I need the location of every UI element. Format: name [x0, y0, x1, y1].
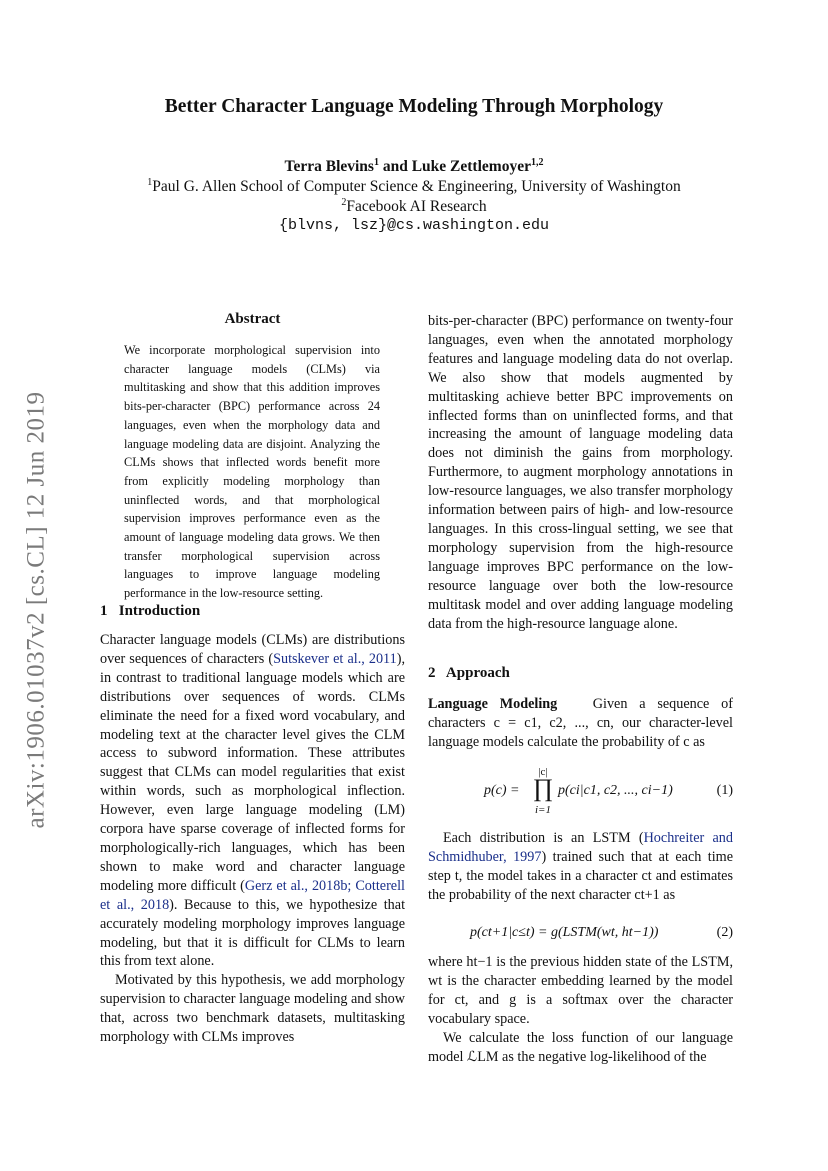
intro-paragraph-2: Motivated by this hypothesis, we add morphology supervision to character language modeling and show that, across two benchmark datasets, multitasking morphology with CLMs improves — [100, 972, 405, 1046]
paper-title: Better Character Language Modeling Through Morphology — [164, 96, 664, 117]
eq1-lhs: p(c) = — [484, 783, 520, 798]
author-and: and — [378, 158, 412, 175]
affiliation-2-text: Facebook AI Research — [346, 198, 487, 215]
affiliation-1 — [100, 178, 728, 196]
intro-p1-text-c: ). Because to this, we hypothesize that accurately modeling morphology improves language modeling, but that it is difficult for CLMs to learn this from text alone. — [100, 896, 406, 970]
affiliation-2-mark: 2 — [341, 196, 347, 208]
eq1-product-symbol: ∏ — [532, 775, 554, 802]
eq2-number: (2) — [716, 925, 733, 940]
author-2: Luke Zettlemoyer — [411, 158, 531, 175]
intro-p1-text-a: Character language models (CLMs) are distributions over sequences of characters ( — [100, 632, 405, 667]
author-line — [100, 158, 728, 176]
citation-hochreiter[interactable]: Hochreiter and Schmidhuber, 1997 — [428, 830, 733, 865]
eq1-prod-lower: i=1 — [535, 804, 551, 816]
citation-gerz-cotterell[interactable]: Gerz et al., 2018b; Cotterell et al., 2018 — [100, 877, 405, 913]
lm-paragraph-text: Given a sequence of characters c = c1, c2, ..., cn, our character-level language models calculate the probability of c as — [428, 696, 733, 750]
author-email: {blvns, lsz}@cs.washington.edu — [278, 217, 550, 234]
where-block — [428, 953, 733, 1066]
citation-sutskever[interactable]: Sutskever et al., 2011 — [273, 650, 397, 667]
section-1-heading: 1 Introduction — [100, 603, 201, 619]
eq1-number: (1) — [716, 783, 733, 798]
lstm-paragraph — [428, 829, 733, 905]
author-1-affil: 1 — [373, 156, 379, 168]
author-1: Terra Blevins — [284, 158, 374, 175]
equation-2 — [428, 925, 733, 947]
lm-paragraph — [428, 695, 733, 752]
abstract-heading: Abstract — [224, 311, 281, 327]
arxiv-identifier — [22, 370, 52, 850]
lstm-text-a: Each distribution is an LSTM ( — [443, 830, 644, 846]
intro-paragraph-1 — [100, 631, 405, 971]
left-column — [100, 631, 405, 1047]
eq2-body: p(ct+1|c≤t) = g(LSTM(wt, ht−1)) — [470, 925, 659, 940]
arxiv-id-text: arXiv:1906.01037v2 [cs.CL] 12 Jun 2019 — [23, 391, 50, 829]
affiliation-2 — [100, 198, 728, 216]
affiliation-1-mark: 1 — [147, 176, 153, 188]
eq1-prod-upper: |c| — [538, 766, 548, 778]
author-2-affil: 1,2 — [530, 156, 544, 168]
affiliation-1-text: Paul G. Allen School of Computer Science & Engineering, University of Washington — [152, 178, 681, 195]
intro-continuation: bits-per-character (BPC) performance on twenty-four languages, even when the annotated morphology features and language modeling data do not overlap. We also show that models augmented by multitasking achieve better BPC improvements on inflected forms than on uninflected forms, and that increasing the amount of language modeling data does not diminish the gains from morphology. Furthermore, to augment morphology annotations in low-resource languages, we also transfer morphology information between pairs of high- and low-resource languages. In this cross-lingual setting, we see that morphology supervision from the high-resource language improves BPC performance on the low-resource language over both the low-resource multitask model and over adding language modeling data from the high-resource language alone. — [428, 313, 733, 632]
language-modeling-block — [428, 695, 733, 752]
where-paragraph: where ht−1 is the previous hidden state of the LSTM, wt is the character embedding learned by the model for ct, and g is a softmax over the character vocabulary space. — [428, 954, 733, 1027]
equation-1 — [428, 766, 733, 818]
right-column-top — [428, 312, 733, 633]
eq1-rhs: p(ci|c1, c2, ..., ci−1) — [558, 783, 673, 798]
section-2-heading: 2 Approach — [428, 665, 510, 681]
intro-p1-text-b: ), in contrast to traditional language models which are distributions over sequences of words. CLMs eliminate the need for a fixed word vocabulary, and modeling text at the character level gives the CLM access to subword information. These attributes suggest that CLMs can model regularities that exist within words, such as morphological inflection. However, even large language modeling (LM) corpora have sparse coverage of inflected forms for morphologically-rich languages, which has been shown to make word and character language modeling more difficult ( — [100, 650, 405, 894]
loss-paragraph: We calculate the loss function of our language model ℒLM as the negative log-likelihood of the — [428, 1029, 733, 1065]
lstm-block — [428, 829, 733, 905]
lm-runin-heading: Language Modeling — [428, 696, 558, 712]
lstm-text-b: ) trained such that at each time step t, the model takes in a character ct and estimates the probability of the next character ct+1 as — [428, 848, 733, 903]
abstract-text: We incorporate morphological supervision into character language models (CLMs) via multitasking and show that this addition improves bits-per-character (BPC) performance across 24 languages, even when the morphology data and language modeling data are disjoint. Analyzing the CLMs shows that inflected words benefit more from explicitly modeling morphology than uninflected words, and that morphological supervision improves performance even as the amount of language modeling data grows. We then transfer morphological supervision across languages to improve language modeling performance in the low-resource setting. — [124, 343, 380, 601]
